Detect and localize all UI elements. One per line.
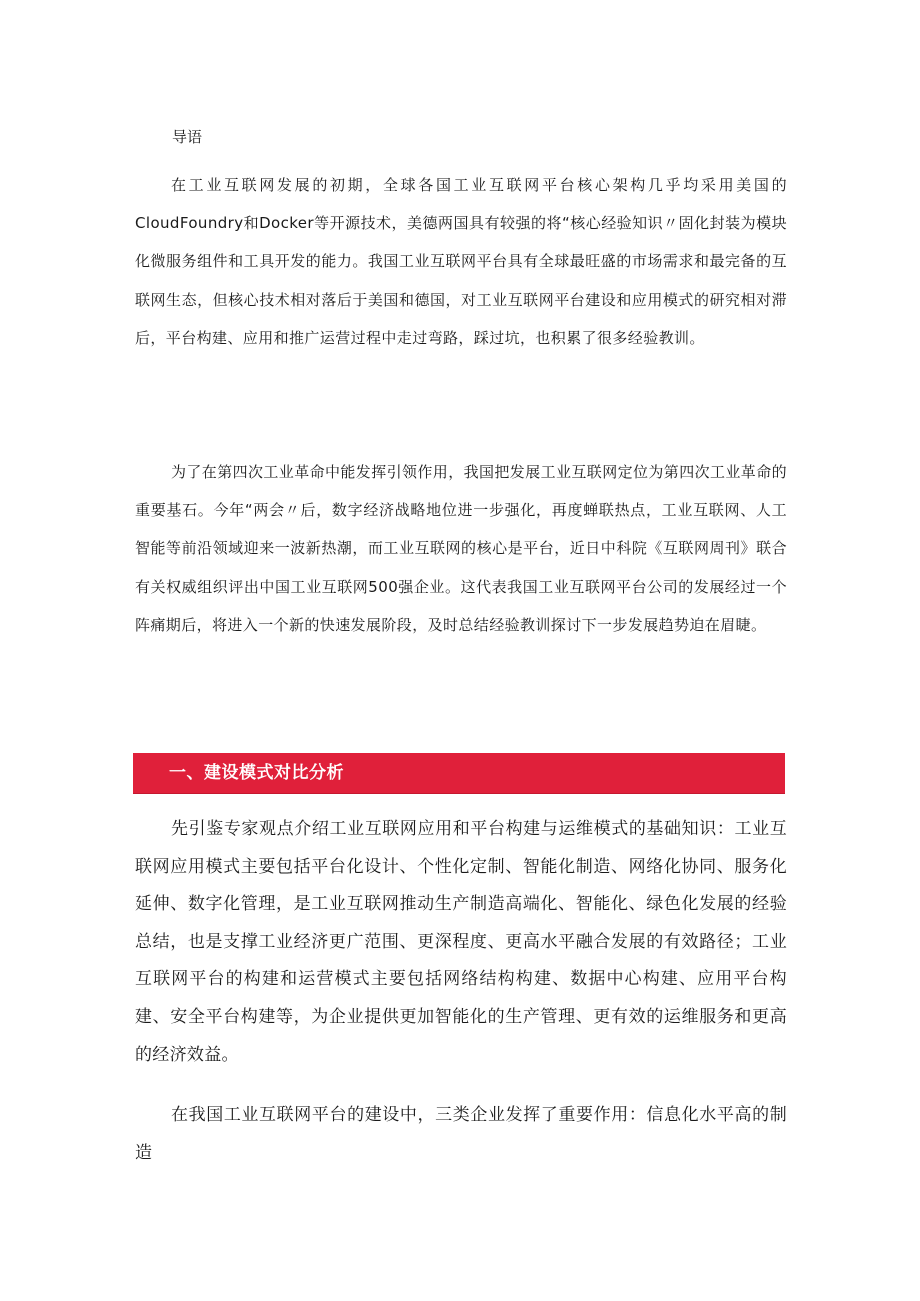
section-paragraph-2: 在我国工业互联网平台的建设中，三类企业发挥了重要作用：信息化水平高的制造 <box>135 1105 787 1163</box>
intro-paragraph-2: 为了在第四次工业革命中能发挥引领作用，我国把发展工业互联网定位为第四次工业革命的重要基石。今年“两会〃后，数字经济战略地位进一步强化，再度蝉联热点，工业互联网、人工智能等前沿领域迎来一波新热潮，而工业互联网的核心是平台，近日中科院《互联网周刊》联合有关权威组织评出中国工业互联网500强企业。这代表我国工业互联网平台公司的发展经过一个阵痛期后，将进入一个新的快速发展阶段，及时总结经验教训探讨下一步发展趋势迫在眉睫。 <box>135 463 788 634</box>
intro-label: 导语 <box>172 128 203 146</box>
section-paragraph-1: 先引鉴专家观点介绍工业互联网应用和平台构建与运维模式的基础知识：工业互联网应用模式主要包括平台化设计、个性化定制、智能化制造、网络化协同、服务化延伸、数字化管理，是工业互联网推动生产制造高端化、智能化、绿色化发展的经验总结，也是支撑工业经济更广范围、更深程度、更高水平融合发展的有效路径；工业互联网平台的构建和运营模式主要包括网络结构构建、数据中心构建、应用平台构建、安全平台构建等，为企业提供更加智能化的生产管理、更有效的运维服务和更高的经济效益。 <box>135 819 787 1065</box>
section-title: 一、建设模式对比分析 <box>169 763 344 783</box>
intro-paragraph-1: 在工业互联网发展的初期，全球各国工业互联网平台核心架构几乎均采用美国的CloudFoundry和Docker等开源技术，美德两国具有较强的将“核心经验知识〃固化封装为模块化微服务组件和工具开发的能力。我国工业互联网平台具有全球最旺盛的市场需求和最完备的互联网生态，但核心技术相对落后于美国和德国，对工业互联网平台建设和应用模式的研究相对滞后，平台构建、应用和推广运营过程中走过弯路，踩过坑，也积累了很多经验教训。 <box>135 176 787 347</box>
section-header-bar <box>133 753 785 793</box>
